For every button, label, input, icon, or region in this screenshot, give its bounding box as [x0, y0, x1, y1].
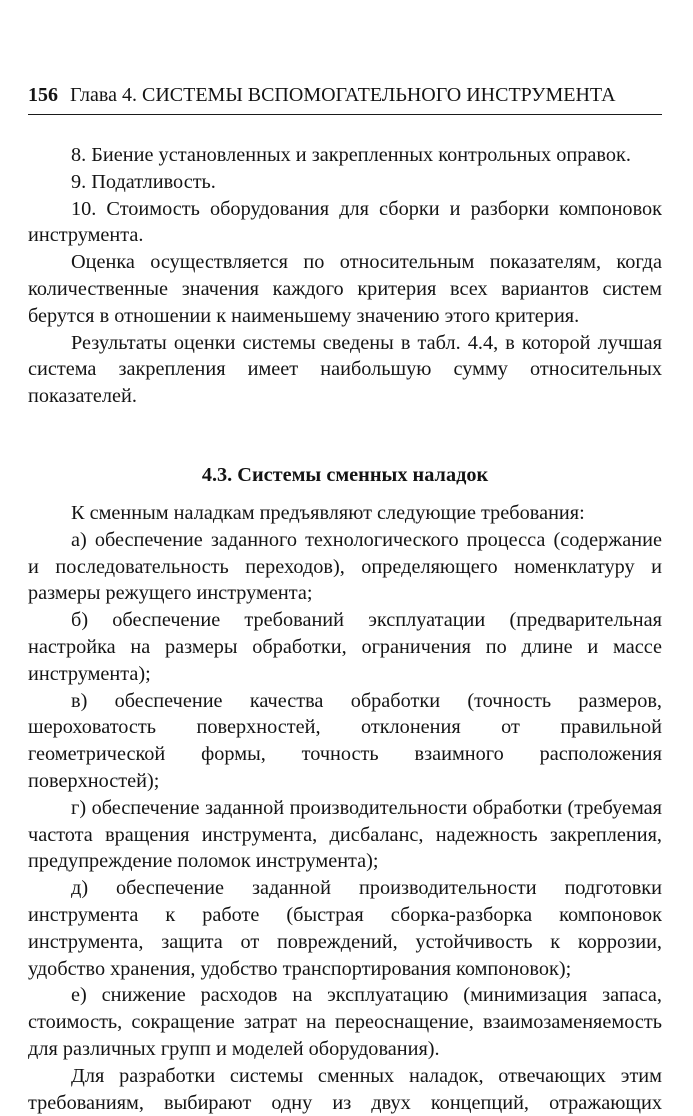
paragraph-results: Результаты оценки системы сведены в табл. 4.4, в которой лучшая система закрепления имеет наибольшую сумму относительных показателей.: [28, 331, 662, 408]
requirement-g: г) обеспечение заданной производительности обработки (требуемая частота вращения инструмента, дисбаланс, надежность закрепления, предупреждение поломок инструмента);: [28, 796, 662, 873]
list-item-8: 8. Биение установленных и закрепленных контрольных оправок.: [71, 144, 631, 166]
running-head: [28, 82, 662, 108]
header-rule: [28, 114, 662, 115]
paragraph-requirements-intro: К сменным наладкам предъявляют следующие требования:: [71, 501, 585, 524]
list-item-9: 9. Податливость.: [71, 170, 216, 193]
requirement-e: е) снижение расходов на эксплуатацию (минимизация запаса, стоимость, сокращение затрат на переоснащение, взаимозаменяемость для различных групп и моделей оборудования).: [28, 984, 662, 1060]
requirement-b: б) обеспечение требований эксплуатации (предварительная настройка на размеры обработки, ограничения по длине и массе инструмента);: [28, 609, 662, 685]
paragraph-evaluation: Оценка осуществляется по относительным показателям, когда количественные значения каждого критерия всех вариантов систем берутся в отношении к наименьшему значению этого критерия.: [28, 251, 662, 327]
requirement-v: в) обеспечение качества обработки (точность размеров, шероховатость поверхностей, отклонения от правильной геометрической формы, точность взаимного расположения поверхностей);: [28, 689, 662, 792]
list-item-10: 10. Стоимость оборудования для сборки и разборки компоновок инструмента.: [28, 197, 662, 247]
page-number: 156: [28, 84, 58, 106]
requirement-d: д) обеспечение заданной производительности подготовки инструмента к работе (быстрая сборка-разборка компоновок инструмента, защита от повреждений, устойчивость к коррозии, удобство хранения, удобство транспортирования компоновок);: [28, 877, 662, 980]
book-page: [28, 0, 662, 1114]
requirement-a: а) обеспечение заданного технологического процесса (содержание и последовательность переходов), определяющего номенклатуру и размеры режущего инструмента;: [28, 528, 662, 605]
body-text: [28, 142, 662, 1116]
paragraph-concepts: Для разработки системы сменных наладок, отвечающих этим требованиям, выбирают одну из двух концепций, отражающих: [28, 1064, 662, 1114]
chapter-running-title: Глава 4. СИСТЕМЫ ВСПОМОГАТЕЛЬНОГО ИНСТРУМЕНТА: [70, 84, 616, 106]
section-heading: 4.3. Системы сменных наладок: [201, 463, 489, 486]
